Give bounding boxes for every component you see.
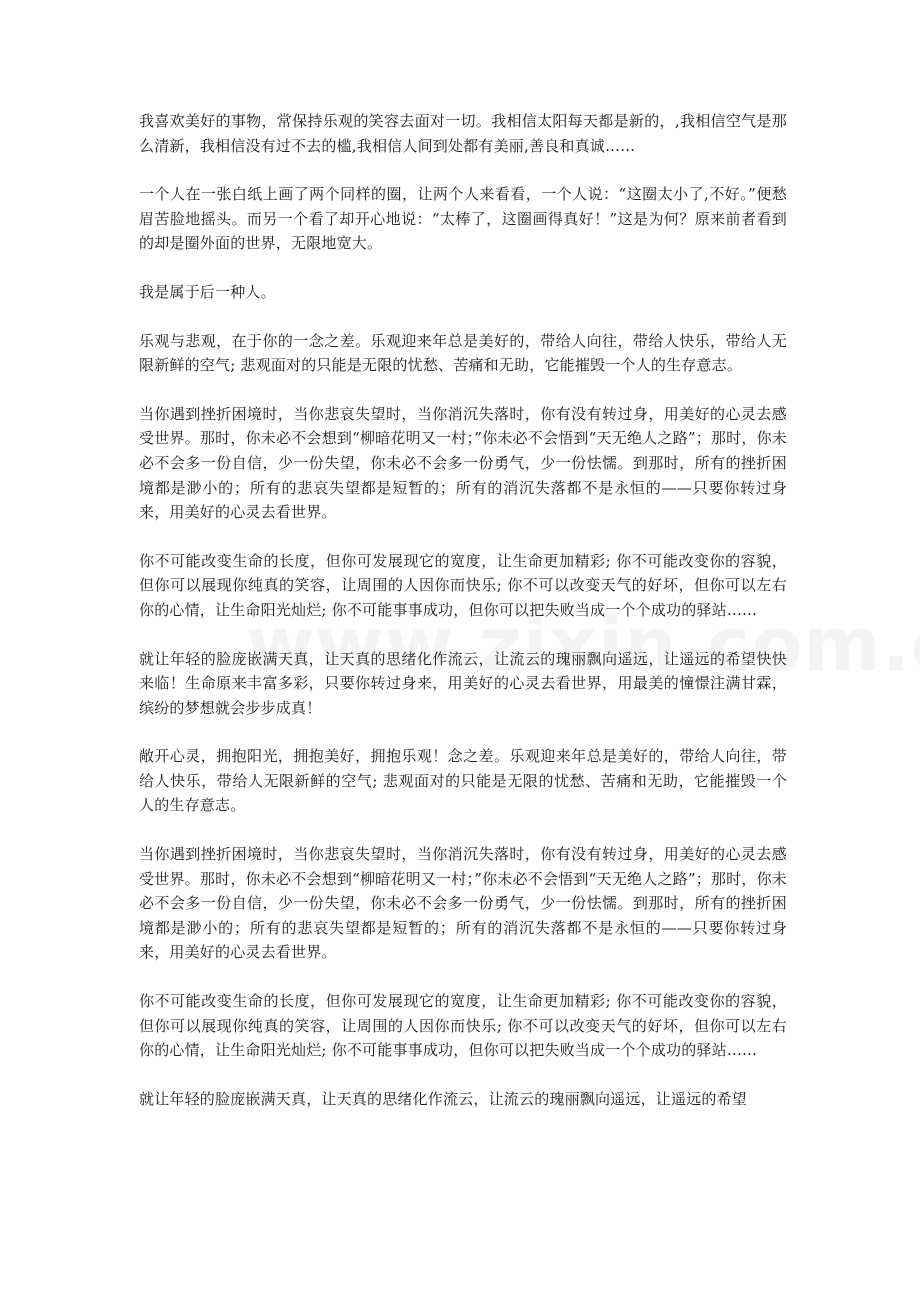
- paragraph-7: 就让年轻的脸庞嵌满天真，让天真的思绪化作流云，让流云的瑰丽飘向遥远，让遥远的希望快快来临！生命原来丰富多彩，只要你转过身来，用美好的心灵去看世界，用最美的憧憬注满甘霖，缤纷的梦想就会步步成真！: [139, 649, 787, 717]
- paragraph-8: 敞开心灵，拥抱阳光，拥抱美好，拥抱乐观！念之差。乐观迎来年总是美好的，带给人向往，带给人快乐，带给人无限新鲜的空气; 悲观面对的只能是无限的忧愁、苦痛和无助，它能摧毁一个人的生存意志。: [139, 747, 787, 815]
- paragraph-4: 乐观与悲观，在于你的一念之差。乐观迎来年总是美好的，带给人向往，带给人快乐，带给人无限新鲜的空气; 悲观面对的只能是无限的忧愁、苦痛和无助，它能摧毁一个人的生存意志。: [139, 331, 787, 375]
- paragraph-11: 就让年轻的脸庞嵌满天真，让天真的思绪化作流云，让流云的瑰丽飘向遥远，让遥远的希望: [139, 1089, 748, 1108]
- paragraph-5: 当你遇到挫折困境时，当你悲哀失望时，当你消沉失落时，你有没有转过身，用美好的心灵去感受世界。那时，你未必不会想到“柳暗花明又一村；”你未必不会悟到“天无绝人之路”；那时，你未必不会多一份自信，少一份失望，你未必不会多一份勇气，少一份怯懦。到那时，所有的挫折困境都是渺小的；所有的悲哀失望都是短暂的；所有的消沉失落都不是永恒的——只要你转过身来，用美好的心灵去看世界。: [139, 404, 787, 522]
- paragraph-1: 我喜欢美好的事物，常保持乐观的笑容去面对一切。我相信太阳每天都是新的，,我相信空气是那么清新，我相信没有过不去的槛,我相信人间到处都有美丽,善良和真诚……: [139, 112, 787, 155]
- paragraph-3: 我是属于后一种人。: [139, 282, 276, 301]
- document-body: [139, 109, 787, 1135]
- paragraph-6: 你不可能改变生命的长度，但你可发展现它的宽度，让生命更加精彩; 你不可能改变你的容貌，但你可以展现你纯真的笑容，让周围的人因你而快乐; 你不可以改变天气的好坏，但你可以左右你的心情，让生命阳光灿烂; 你不可能事事成功，但你可以把失败当成一个个成功的驿站……: [139, 551, 787, 619]
- paragraph-9: 当你遇到挫折困境时，当你悲哀失望时，当你消沉失落时，你有没有转过身，用美好的心灵去感受世界。那时，你未必不会想到“柳暗花明又一村；”你未必不会悟到“天无绝人之路”；那时，你未必不会多一份自信，少一份失望，你未必不会多一份勇气，少一份怯懦。到那时，所有的挫折困境都是渺小的；所有的悲哀失望都是短暂的；所有的消沉失落都不是永恒的——只要你转过身来，用美好的心灵去看世界。: [139, 845, 787, 962]
- paragraph-10: 你不可能改变生命的长度，但你可发展现它的宽度，让生命更加精彩; 你不可能改变你的容貌，但你可以展现你纯真的笑容，让周围的人因你而快乐; 你不可以改变天气的好坏，但你可以左右你的心情，让生命阳光灿烂; 你不可能事事成功，但你可以把失败当成一个个成功的驿站……: [139, 992, 787, 1060]
- paragraph-2: 一个人在一张白纸上画了两个同样的圈，让两个人来看看，一个人说：“这圈太小了,不好。”便愁眉苦脸地摇头。而另一个看了却开心地说：“太棒了，这圈画得真好！”这是为何？原来前者看到的却是圈外面的世界，无限地宽大。: [139, 185, 787, 253]
